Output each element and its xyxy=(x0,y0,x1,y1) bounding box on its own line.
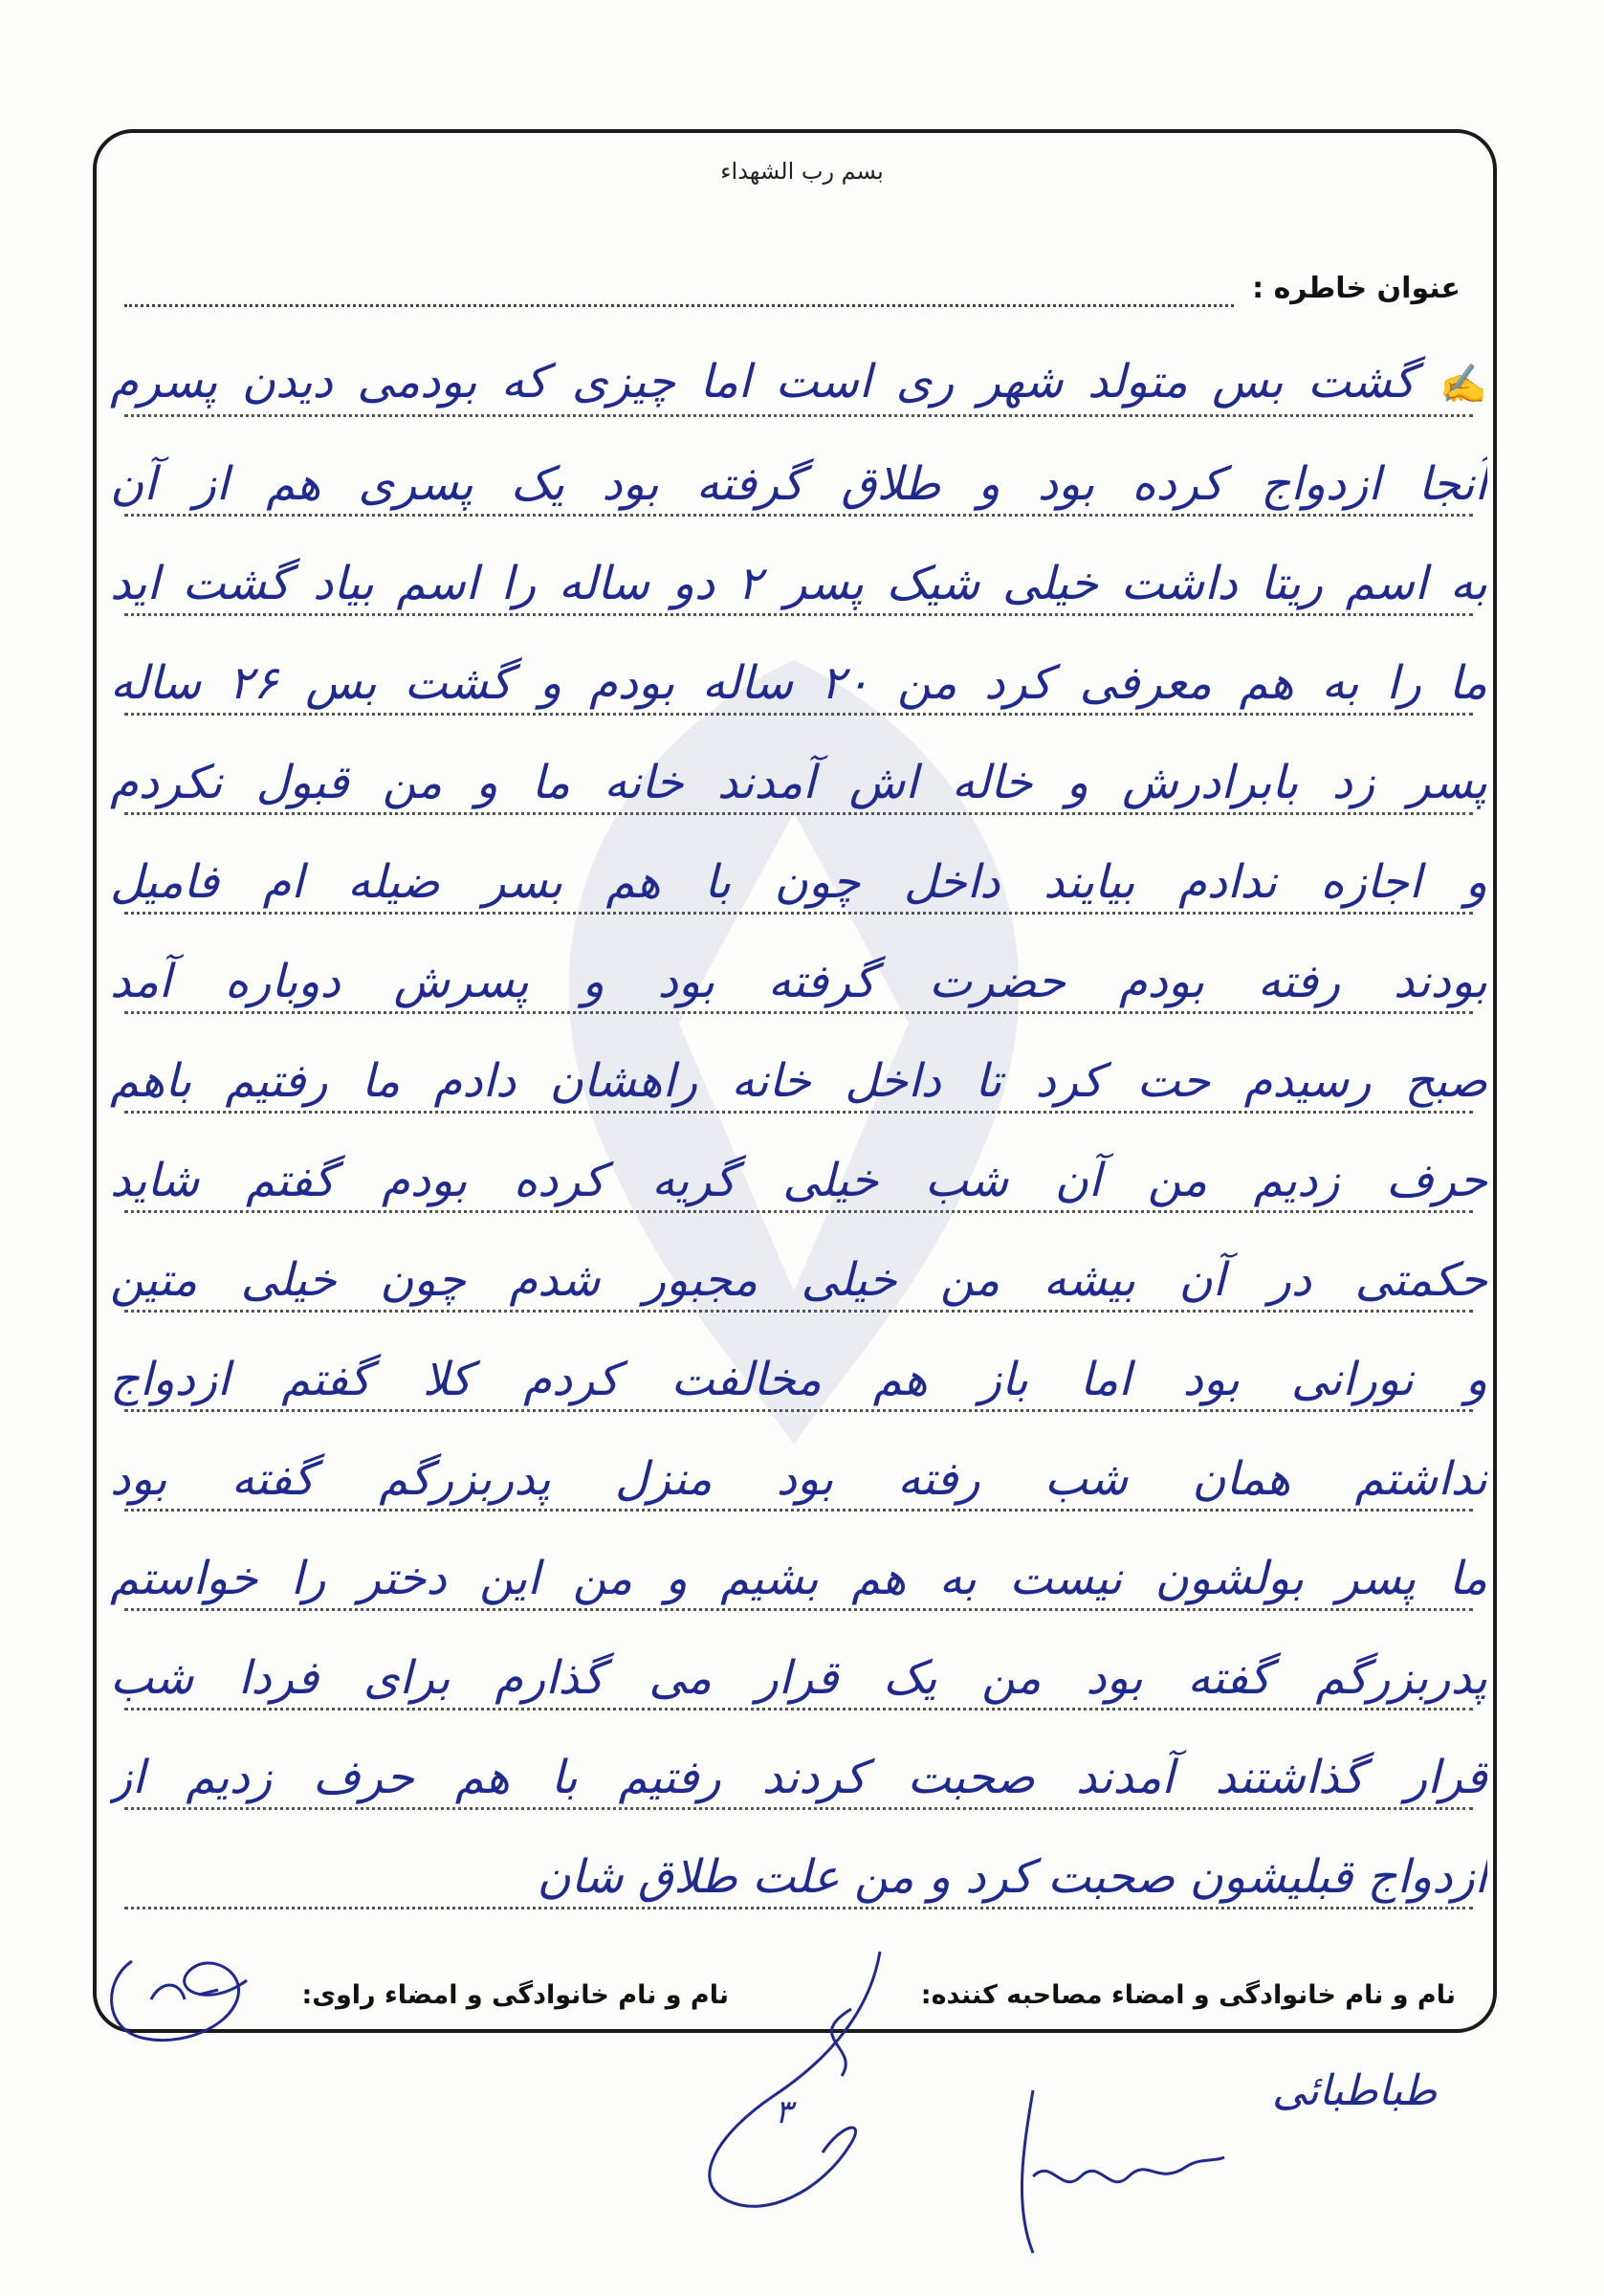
text-line xyxy=(0,1114,1604,1213)
handwritten-line: آنجا ازدواج کرده بود و طلاق گرفته بود یک پسری هم از آن xyxy=(110,457,1487,511)
page-number: ۳ xyxy=(775,2093,793,2131)
handwritten-line: حرف زدیم من آن شب خیلی گریه کرده بودم گفتم شاید xyxy=(110,1154,1487,1207)
text-line xyxy=(0,1213,1604,1313)
text-line xyxy=(0,417,1604,517)
handwritten-line: پسر زد بابرادرش و خاله اش آمدند خانه ما و من قبول نکردم xyxy=(110,756,1487,809)
memory-title-field[interactable] xyxy=(124,304,1234,307)
text-line xyxy=(0,1711,1604,1810)
handwritten-line: و اجازه ندادم بیایند داخل چون با هم بسر ضیله ام فامیل xyxy=(110,855,1487,909)
handwritten-line: حکمتی در آن بیشه من خیلی مجبور شدم چون خیلی متین xyxy=(110,1253,1487,1307)
memory-title-label: عنوان خاطره : xyxy=(1252,272,1461,305)
interviewer-label: نام و نام خانوادگی و امضاء مصاحبه کننده: xyxy=(920,1980,1456,2010)
dotted-rule xyxy=(124,1907,1473,1910)
pen-icon: ✍ xyxy=(1439,363,1487,407)
text-line xyxy=(0,815,1604,915)
text-line xyxy=(0,716,1604,815)
handwritten-line: بودند رفته بودم حضرت گرفته بود و پسرش دوباره آمد xyxy=(110,955,1487,1008)
text-line xyxy=(0,517,1604,616)
interviewer-signature xyxy=(660,1932,947,2219)
narrator-signature xyxy=(94,1942,285,2057)
signature-name: طباطبائی xyxy=(1272,2066,1438,2115)
handwritten-line: و نورانی بود اما باز هم مخالفت کردم کلا گفتم ازدواج xyxy=(110,1353,1487,1406)
text-line xyxy=(0,1412,1604,1512)
handwritten-line: ما پسر بولشون نیست به هم بشیم و من این دختر را خواستم xyxy=(110,1552,1487,1605)
text-line xyxy=(0,1014,1604,1114)
text-line xyxy=(0,915,1604,1014)
handwritten-line: گشت بس متولد شهر ری است اما چیزی که بودمی دیدن پسرم xyxy=(110,355,1416,408)
handwritten-line: ما را به هم معرفی کرد من ۲۰ ساله بودم و گشت بس ۲۶ ساله xyxy=(110,656,1487,710)
text-line xyxy=(0,318,1604,417)
handwritten-line: ازدواج قبلیشون صحبت کرد و من علت طلاق شان xyxy=(537,1850,1487,1904)
text-line xyxy=(0,1512,1604,1611)
text-line xyxy=(0,1611,1604,1711)
page-heading: بسم رب الشهداء xyxy=(720,158,884,185)
handwritten-line: پدربزرگم گفته بود من یک قرار می گذارم برای فردا شب xyxy=(110,1651,1487,1705)
witness-signature xyxy=(995,2071,1234,2263)
text-line xyxy=(0,1810,1604,1910)
handwritten-line: صبح رسیدم حت کرد تا داخل خانه راهشان دادم ما رفتیم باهم xyxy=(110,1054,1487,1108)
handwritten-line: به اسم ریتا داشت خیلی شیک پسر ۲ دو ساله را اسم بیاد گشت اید xyxy=(110,557,1487,610)
narrator-label: نام و نام خانوادگی و امضاء راوی: xyxy=(301,1980,729,2010)
text-line xyxy=(0,616,1604,716)
text-line xyxy=(0,1313,1604,1412)
handwritten-line: نداشتم همان شب رفته بود منزل پدربزرگم گفته بود xyxy=(110,1452,1487,1506)
handwritten-line: قرار گذاشتند آمدند صحبت کردند رفتیم با هم حرف زدیم از xyxy=(110,1751,1487,1804)
